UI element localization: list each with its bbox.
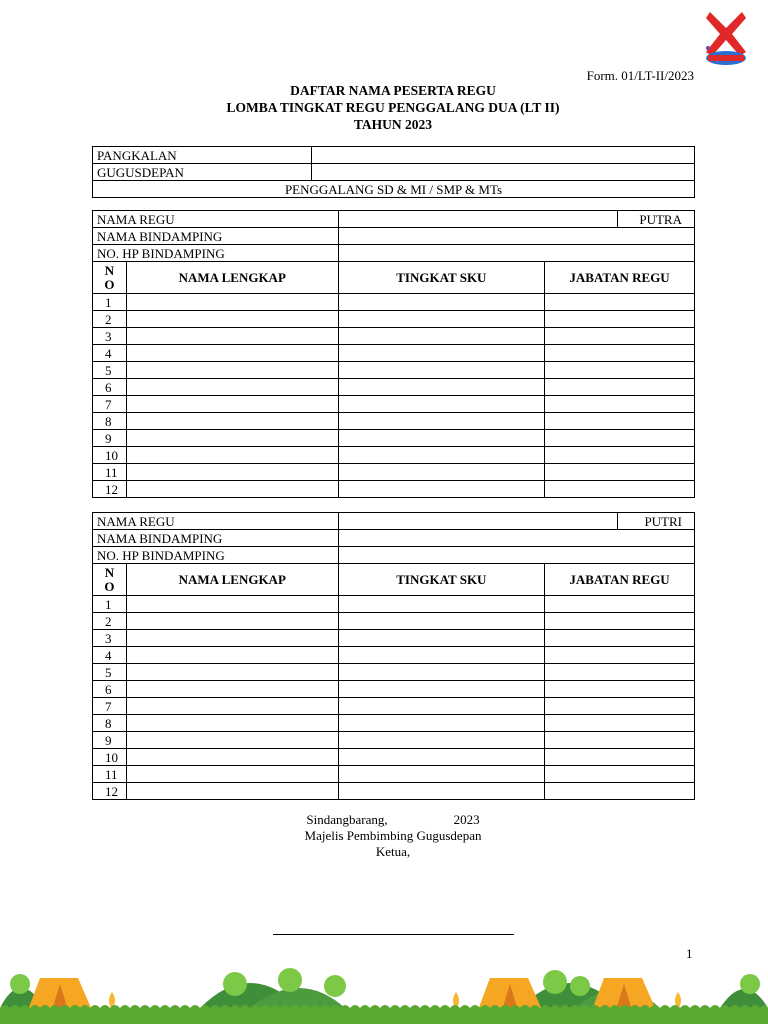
putri-row-jabatan[interactable]	[545, 732, 695, 749]
putri-row-number: 5	[93, 664, 127, 681]
putri-row-jabatan[interactable]	[545, 630, 695, 647]
gugusdepan-row	[93, 164, 695, 181]
putra-row-nama[interactable]	[126, 464, 338, 481]
putri-row-tingkat[interactable]	[338, 664, 545, 681]
putra-col-nama: NAMA LENGKAP	[126, 262, 338, 294]
table-row	[93, 664, 695, 681]
putri-col-jabatan: JABATAN REGU	[545, 564, 695, 596]
putra-hp-label: NO. HP BINDAMPING	[93, 245, 339, 262]
signature-role: Ketua,	[375, 844, 411, 859]
putra-col-no	[93, 262, 127, 294]
putra-row-nama[interactable]	[126, 345, 338, 362]
putra-row-number: 8	[93, 413, 127, 430]
putri-row-tingkat[interactable]	[338, 749, 545, 766]
putra-col-jabatan: JABATAN REGU	[545, 262, 695, 294]
putra-row-tingkat[interactable]	[338, 481, 545, 498]
putri-row-number: 11	[93, 766, 127, 783]
putra-row-nama[interactable]	[126, 447, 338, 464]
putri-bindamping-row	[93, 530, 695, 547]
page-subtitle: LOMBA TINGKAT REGU PENGGALANG DUA (LT II)	[226, 100, 560, 115]
putri-header-row	[93, 564, 695, 596]
putri-regu-value[interactable]	[338, 513, 617, 530]
putri-row-tingkat[interactable]	[338, 732, 545, 749]
putri-row-nama[interactable]	[126, 596, 338, 613]
putri-row-number: 8	[93, 715, 127, 732]
signature-year: 2023	[453, 812, 480, 827]
gugusdepan-label: GUGUSDEPAN	[93, 164, 312, 181]
table-row	[93, 430, 695, 447]
putra-hp-row	[93, 245, 695, 262]
signature-line	[273, 934, 514, 935]
putra-row-tingkat[interactable]	[338, 430, 545, 447]
putra-row-jabatan[interactable]	[545, 447, 695, 464]
camping-footer-illustration	[0, 958, 768, 1024]
scout-emblem-icon	[700, 8, 752, 70]
putri-col-no-2: O	[104, 578, 115, 594]
putra-row-jabatan[interactable]	[545, 430, 695, 447]
putri-row-jabatan[interactable]	[545, 783, 695, 800]
table-row	[93, 362, 695, 379]
putra-row-tingkat[interactable]	[338, 345, 545, 362]
putra-row-jabatan[interactable]	[545, 328, 695, 345]
info-table	[92, 146, 695, 198]
putri-gender: PUTRI	[618, 513, 695, 530]
putra-row-tingkat[interactable]	[338, 396, 545, 413]
putra-row-tingkat[interactable]	[338, 447, 545, 464]
putra-row-jabatan[interactable]	[545, 311, 695, 328]
table-row	[93, 596, 695, 613]
putri-row-nama[interactable]	[126, 698, 338, 715]
table-row	[93, 630, 695, 647]
pangkalan-value[interactable]	[311, 147, 694, 164]
putra-rows	[93, 294, 695, 498]
putri-hp-row	[93, 547, 695, 564]
putra-row-number: 10	[93, 447, 127, 464]
putra-row-number: 9	[93, 430, 127, 447]
table-row	[93, 783, 695, 800]
putri-row-tingkat[interactable]	[338, 783, 545, 800]
putri-bindamping-value[interactable]	[338, 530, 694, 547]
table-row	[93, 311, 695, 328]
putra-row-tingkat[interactable]	[338, 464, 545, 481]
putri-row-nama[interactable]	[126, 664, 338, 681]
putri-row-nama[interactable]	[126, 681, 338, 698]
putri-col-no	[93, 564, 127, 596]
putri-row-nama[interactable]	[126, 613, 338, 630]
putri-row-jabatan[interactable]	[545, 749, 695, 766]
putra-col-no-2: O	[104, 276, 115, 292]
category-row	[93, 181, 695, 198]
table-row	[93, 698, 695, 715]
putra-row-number: 12	[93, 481, 127, 498]
signature-place-line	[0, 812, 768, 828]
putra-row-tingkat[interactable]	[338, 311, 545, 328]
putra-row-nama[interactable]	[126, 430, 338, 447]
table-row	[93, 766, 695, 783]
putra-header-row	[93, 262, 695, 294]
putra-row-number: 1	[93, 294, 127, 311]
putri-row-jabatan[interactable]	[545, 596, 695, 613]
signature-block	[0, 812, 768, 860]
page-number: 1	[686, 946, 693, 961]
table-row	[93, 715, 695, 732]
putra-row-jabatan[interactable]	[545, 464, 695, 481]
putra-row-nama[interactable]	[126, 396, 338, 413]
pangkalan-row	[93, 147, 695, 164]
page-title: DAFTAR NAMA PESERTA REGU	[290, 83, 496, 98]
putri-row-number: 2	[93, 613, 127, 630]
putri-row-tingkat[interactable]	[338, 647, 545, 664]
putri-hp-value[interactable]	[338, 547, 694, 564]
putri-row-tingkat[interactable]	[338, 596, 545, 613]
putra-bindamping-value[interactable]	[338, 228, 694, 245]
putra-row-nama[interactable]	[126, 328, 338, 345]
putri-row-jabatan[interactable]	[545, 766, 695, 783]
putra-row-number: 11	[93, 464, 127, 481]
putri-row-jabatan[interactable]	[545, 681, 695, 698]
putra-row-number: 3	[93, 328, 127, 345]
table-row	[93, 647, 695, 664]
putri-row-tingkat[interactable]	[338, 698, 545, 715]
putri-regu-label: NAMA REGU	[93, 513, 339, 530]
putra-regu-value[interactable]	[338, 211, 617, 228]
gugusdepan-value[interactable]	[311, 164, 694, 181]
putra-row-jabatan[interactable]	[545, 345, 695, 362]
table-row	[93, 732, 695, 749]
signature-org: Majelis Pembimbing Gugusdepan	[304, 828, 482, 843]
putra-row-tingkat[interactable]	[338, 379, 545, 396]
putri-row-number: 3	[93, 630, 127, 647]
table-row	[93, 749, 695, 766]
putra-col-no-1: N	[104, 262, 115, 278]
table-row	[93, 464, 695, 481]
putra-bindamping-label: NAMA BINDAMPING	[93, 228, 339, 245]
putri-row-jabatan[interactable]	[545, 647, 695, 664]
putri-row-jabatan[interactable]	[545, 664, 695, 681]
table-row	[93, 681, 695, 698]
putri-row-jabatan[interactable]	[545, 613, 695, 630]
grass-decoration	[0, 1005, 768, 1024]
signature-place: Sindangbarang,	[306, 812, 388, 827]
category-label: PENGGALANG SD & MI / SMP & MTs	[93, 181, 695, 198]
putra-row-nama[interactable]	[126, 362, 338, 379]
putri-row-nama[interactable]	[126, 630, 338, 647]
putra-row-number: 5	[93, 362, 127, 379]
table-row	[93, 328, 695, 345]
putra-row-nama[interactable]	[126, 294, 338, 311]
pangkalan-label: PANGKALAN	[93, 147, 312, 164]
putri-row-number: 1	[93, 596, 127, 613]
putra-row-number: 2	[93, 311, 127, 328]
putri-row-number: 9	[93, 732, 127, 749]
putri-col-tingkat: TINGKAT SKU	[338, 564, 545, 596]
putri-row-nama[interactable]	[126, 766, 338, 783]
putra-regu-label: NAMA REGU	[93, 211, 339, 228]
putra-row-jabatan[interactable]	[545, 379, 695, 396]
putri-bindamping-label: NAMA BINDAMPING	[93, 530, 339, 547]
putri-row-nama[interactable]	[126, 783, 338, 800]
table-row	[93, 613, 695, 630]
putra-row-jabatan[interactable]	[545, 413, 695, 430]
putra-row-number: 4	[93, 345, 127, 362]
putra-row-jabatan[interactable]	[545, 396, 695, 413]
putra-row-tingkat[interactable]	[338, 413, 545, 430]
table-row	[93, 481, 695, 498]
putri-col-nama: NAMA LENGKAP	[126, 564, 338, 596]
putri-hp-label: NO. HP BINDAMPING	[93, 547, 339, 564]
putri-row-jabatan[interactable]	[545, 715, 695, 732]
putra-hp-value[interactable]	[338, 245, 694, 262]
putra-row-nama[interactable]	[126, 413, 338, 430]
putra-row-tingkat[interactable]	[338, 362, 545, 379]
putra-row-jabatan[interactable]	[545, 294, 695, 311]
putra-row-number: 7	[93, 396, 127, 413]
putra-row-nama[interactable]	[126, 379, 338, 396]
putra-gender: PUTRA	[618, 211, 695, 228]
putra-row-nama[interactable]	[126, 311, 338, 328]
table-row	[93, 396, 695, 413]
putra-row-jabatan[interactable]	[545, 481, 695, 498]
putri-table	[92, 512, 695, 800]
putri-row-nama[interactable]	[126, 715, 338, 732]
putri-row-tingkat[interactable]	[338, 715, 545, 732]
putri-row-nama[interactable]	[126, 647, 338, 664]
putri-row-tingkat[interactable]	[338, 681, 545, 698]
table-row	[93, 294, 695, 311]
form-code: Form. 01/LT-II/2023	[586, 68, 694, 83]
table-row	[93, 379, 695, 396]
putri-row-nama[interactable]	[126, 749, 338, 766]
putri-row-number: 4	[93, 647, 127, 664]
putra-regu-row	[93, 211, 695, 228]
putri-row-nama[interactable]	[126, 732, 338, 749]
putri-row-number: 12	[93, 783, 127, 800]
putri-row-tingkat[interactable]	[338, 766, 545, 783]
putra-bindamping-row	[93, 228, 695, 245]
putri-row-number: 7	[93, 698, 127, 715]
table-row	[93, 413, 695, 430]
putri-regu-row	[93, 513, 695, 530]
putra-row-number: 6	[93, 379, 127, 396]
table-row	[93, 345, 695, 362]
page-year: TAHUN 2023	[353, 117, 433, 132]
table-row	[93, 447, 695, 464]
putra-col-tingkat: TINGKAT SKU	[338, 262, 545, 294]
putra-row-tingkat[interactable]	[338, 328, 545, 345]
putri-row-number: 6	[93, 681, 127, 698]
putra-table	[92, 210, 695, 498]
putri-rows	[93, 596, 695, 800]
putri-col-no-1: N	[104, 564, 115, 580]
putri-row-jabatan[interactable]	[545, 698, 695, 715]
putra-row-nama[interactable]	[126, 481, 338, 498]
putra-row-tingkat[interactable]	[338, 294, 545, 311]
putra-row-jabatan[interactable]	[545, 362, 695, 379]
putri-row-tingkat[interactable]	[338, 630, 545, 647]
putri-row-tingkat[interactable]	[338, 613, 545, 630]
putri-row-number: 10	[93, 749, 127, 766]
